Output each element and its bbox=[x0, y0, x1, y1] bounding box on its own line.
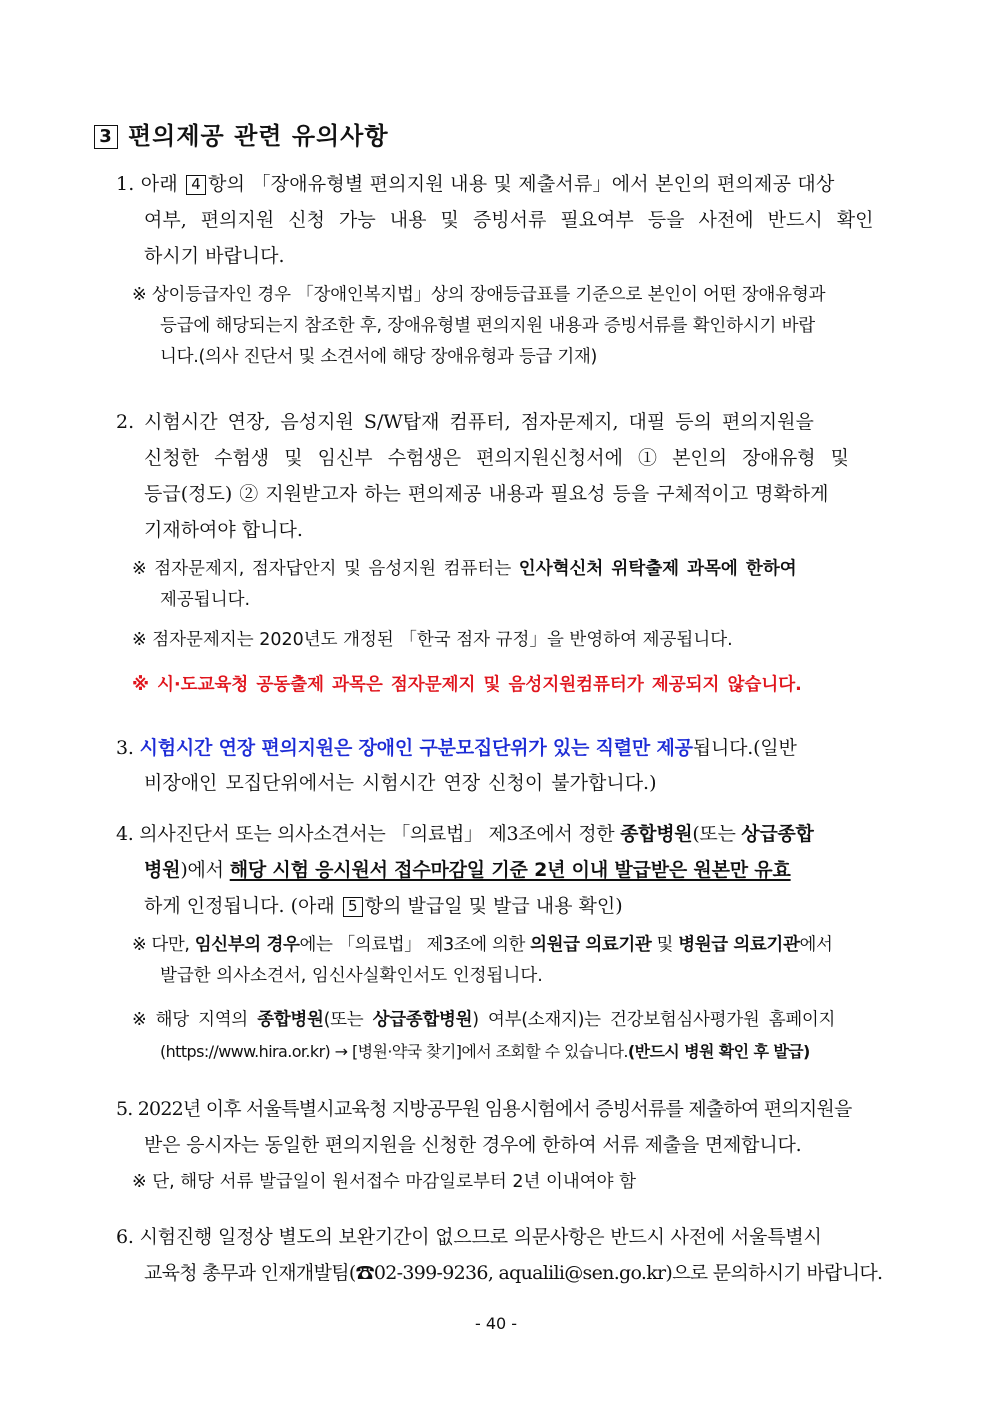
page-number: - 40 - bbox=[474, 1314, 518, 1333]
item4-text-a: 4. 의사진단서 또는 의사소견서는 「의료법」 제3조에서 정한 bbox=[116, 823, 621, 845]
item2-note1-line2: 제공됩니다. bbox=[160, 590, 251, 610]
item1-line3: 하시기 바랍니다. bbox=[144, 245, 285, 267]
item2-line4: 기재하여야 합니다. bbox=[144, 519, 303, 541]
item3-number: 3. bbox=[116, 737, 140, 759]
item5-line1: 5. 2022년 이후 서울특별시교육청 지방공무원 임용시험에서 증빙서류를 제출하여 편의지원을 bbox=[116, 1098, 852, 1120]
item1-note-line2: 등급에 해당되는지 참조한 후, 장애유형별 편의지원 내용과 증빙서류를 확인하시기 바랍 bbox=[160, 316, 816, 336]
item2-note3-warning: ※ 시·도교육청 공동출제 과목은 점자문제지 및 음성지원컴퓨터가 제공되지 않습니다. bbox=[132, 675, 802, 695]
item4-note1-clinic: 의원급 의료기관 bbox=[530, 935, 652, 955]
item6-line2: 교육청 총무과 인재개발팀(☎02-399-9236, aqualili@sen.go.kr)으로 문의하시기 바랍니다. bbox=[144, 1262, 883, 1284]
item2-line3: 등급(정도) ② 지원받고자 하는 편의제공 내용과 필요성 등을 구체적이고 명확하게 bbox=[144, 483, 829, 505]
item4-line2 bbox=[144, 858, 791, 882]
item4-text-d: 하게 인정됩니다. (아래 bbox=[144, 895, 341, 917]
item4-note1-line1 bbox=[132, 933, 832, 957]
item3-emphasis: 시험시간 연장 편의지원은 장애인 구분모집단위가 있는 직렬만 제공 bbox=[139, 737, 693, 759]
item4-line3 bbox=[144, 894, 623, 918]
item2-line1: 2. 시험시간 연장, 음성지원 S/W탑재 컴퓨터, 점자문제지, 대필 등의 편의지원을 bbox=[116, 411, 814, 433]
item4-text-c: (또는 bbox=[692, 823, 742, 845]
item4-hospital: 병원 bbox=[144, 859, 181, 881]
item4-note2-tertiary: 상급종합병원 bbox=[372, 1010, 473, 1030]
ref-box-4: 4 bbox=[186, 175, 206, 195]
item1-line2: 여부, 편의지원 신청 가능 내용 및 증빙서류 필요여부 등을 사전에 반드시 확인 bbox=[144, 209, 874, 231]
item6-line1: 6. 시험진행 일정상 별도의 보완기간이 없으므로 의문사항은 반드시 사전에 서울특별시 bbox=[116, 1226, 822, 1248]
item4-note1-a: ※ 다만, bbox=[132, 935, 195, 955]
section-title-text: 편의제공 관련 유의사항 bbox=[128, 122, 389, 150]
item2-note1-line1 bbox=[132, 557, 797, 581]
item4-note1-line2: 발급한 의사소견서, 임신사실확인서도 인정됩니다. bbox=[160, 966, 543, 986]
item4-note1-pregnant: 임신부의 경우 bbox=[194, 935, 300, 955]
item5-line2: 받은 응시자는 동일한 편의지원을 신청한 경우에 한하여 서류 제출을 면제합니다. bbox=[144, 1134, 802, 1156]
item4-line1 bbox=[116, 822, 814, 846]
item1-text-a: 1. 아래 bbox=[116, 173, 185, 195]
item1-note-line3: 니다.(의사 진단서 및 소견서에 해당 장애유형과 등급 기재) bbox=[160, 347, 598, 367]
item4-text-e: 항의 발급일 및 발급 내용 확인) bbox=[364, 895, 623, 917]
item1-text-b: 항의 「장애유형별 편의지원 내용 및 제출서류」에서 본인의 편의제공 대상 bbox=[208, 173, 835, 195]
item4-validity-emphasis: 해당 시험 응시원서 접수마감일 기준 2년 이내 발급받은 원본만 유효 bbox=[229, 859, 791, 881]
item3-line1 bbox=[116, 736, 797, 760]
item4-note2-link-text: (https://www.hira.or.kr) → [병원·약국 찾기]에서 조회할 수 있습니다. bbox=[160, 1042, 628, 1061]
item2-note1-text: ※ 점자문제지, 점자답안지 및 음성지원 컴퓨터는 bbox=[132, 559, 519, 579]
ref-box-5: 5 bbox=[343, 897, 363, 917]
section-title bbox=[94, 116, 389, 151]
item5-note: ※ 단, 해당 서류 발급일이 원서접수 마감일로부터 2년 이내여야 함 bbox=[132, 1172, 637, 1192]
item4-note1-c: 에는 「의료법」 제3조에 의한 bbox=[299, 935, 531, 955]
item1-note-line1: ※ 상이등급자인 경우 「장애인복지법」상의 장애등급표를 기준으로 본인이 어떤 장애유형과 bbox=[132, 285, 826, 305]
item4-note1-g: 에서 bbox=[799, 935, 833, 955]
section-number-box: 3 bbox=[94, 125, 118, 149]
item4-note2-emphasis: (반드시 병원 확인 후 발급) bbox=[627, 1042, 810, 1061]
item4-general-hospital: 종합병원 bbox=[620, 823, 693, 845]
item4-note2-general: 종합병원 bbox=[257, 1010, 324, 1030]
item2-note2: ※ 점자문제지는 2020년도 개정된 「한국 점자 규정」을 반영하여 제공됩니다. bbox=[132, 630, 733, 650]
item2-note1-emphasis: 인사혁신처 위탁출제 과목에 한하여 bbox=[518, 559, 797, 579]
item4-note2-line1 bbox=[132, 1008, 835, 1032]
item4-note2-line2 bbox=[160, 1040, 810, 1064]
item4-tertiary-hospital: 상급종합 bbox=[741, 823, 814, 845]
item4-note2-c: (또는 bbox=[323, 1010, 373, 1030]
item4-note2-a: ※ 해당 지역의 bbox=[132, 1010, 258, 1030]
item2-line2: 신청한 수험생 및 임신부 수험생은 편의지원신청서에 ① 본인의 장애유형 및 bbox=[144, 447, 849, 469]
item1-line1 bbox=[116, 172, 835, 196]
item3-text-tail: 됩니다.(일반 bbox=[692, 737, 797, 759]
item4-note1-e: 및 bbox=[651, 935, 679, 955]
item3-line2: 비장애인 모집단위에서는 시험시간 연장 신청이 불가합니다.) bbox=[144, 772, 657, 794]
item4-text-b: )에서 bbox=[180, 859, 230, 881]
item4-note1-hospital: 병원급 의료기관 bbox=[678, 935, 800, 955]
item4-note2-e: ) 여부(소재지)는 건강보험심사평가원 홈페이지 bbox=[472, 1010, 836, 1030]
